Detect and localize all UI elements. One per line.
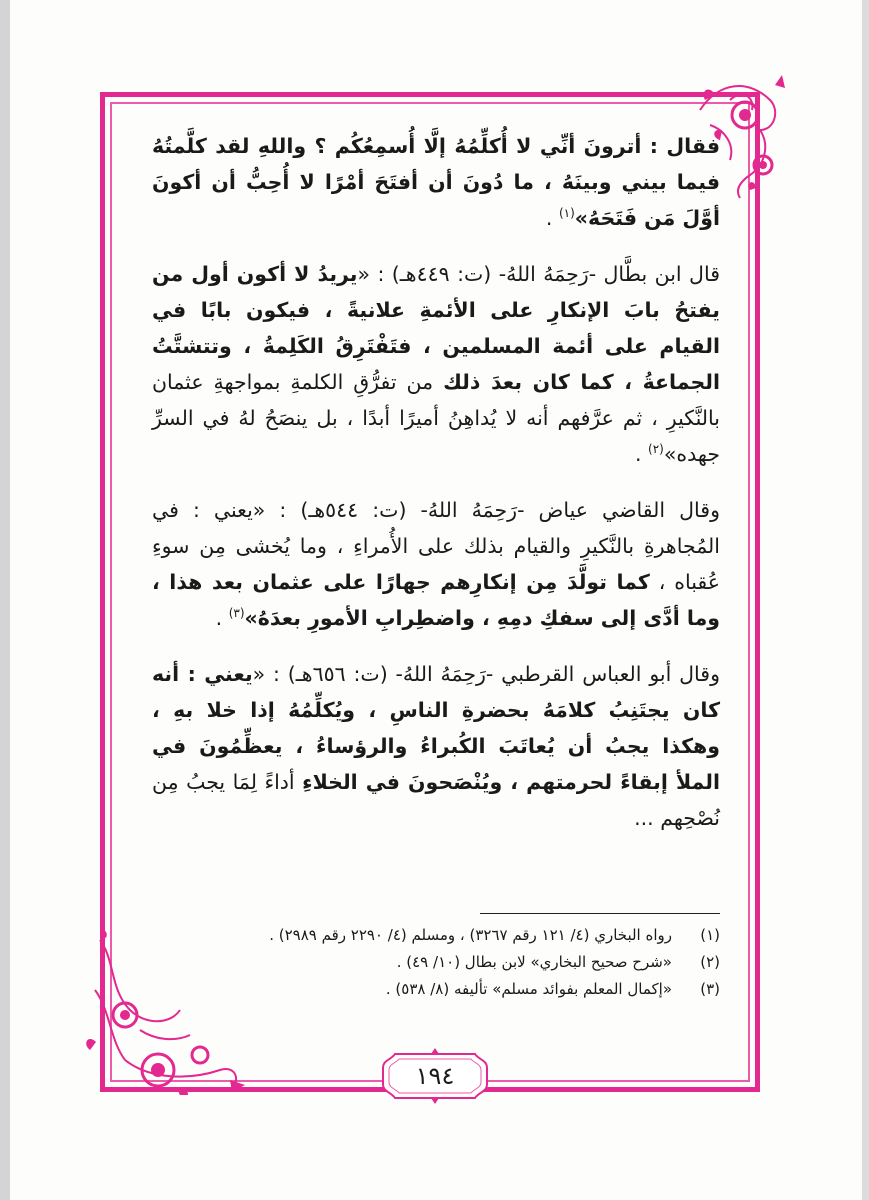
footnote-2 [200,949,720,976]
footnote-ref-2[interactable]: (٢) [648,442,664,457]
footnote-3-text: «إكمال المعلم بفوائد مسلم» تأليفه (٨/ ٥٣٨) . [385,980,672,998]
footnote-1-number: (١) [700,926,720,944]
main-text [152,128,720,836]
paragraph-4-segment-1: وقال أبو العباس القرطبي -رَحِمَهُ اللهُ- (ت: ٦٥٦هـ) : « [252,662,720,686]
paragraph-3-segment-2: كما تولَّدَ مِن إنكارِهم جهارًا على عثمان بعد هذا ، وما أدَّى إلى سفكِ دمِهِ ، واضطِرابِ الأمورِ بعدَهُ» [152,570,720,630]
footnote-2-number: (٢) [700,953,720,971]
footnote-2-text: «شرح صحيح البخاري» لابن بطال (١٠/ ٤٩) . [396,953,672,971]
paragraph-2 [152,256,720,472]
footnote-ref-3[interactable]: (٣) [228,606,245,621]
paragraph-3-segment-4: . [215,606,229,630]
page-number: ١٩٤ [415,1062,455,1090]
paragraph-1-segment-1: فقال : أترونَ أنِّي لا أُكلِّمُهُ إلَّا أُسمِعُكُم ؟ واللهِ لقد كلَّمتُهُ فيما بيني وبينَهُ ، ما دُونَ أن أفتَحَ أمْرًا لا أُحِبُّ أن أكونَ أوَّلَ مَن فَتَحَهُ» [152,134,720,230]
footnote-separator [480,913,720,914]
paragraph-4-segment-3: أداءً لِمَا يجبُ مِن نُصْحِهم ... [152,770,720,830]
footnote-1 [200,922,720,949]
paragraph-2-segment-1: قال ابن بطَّال -رَحِمَهُ اللهُ- (ت: ٤٤٩هـ) : « [357,262,721,286]
paragraph-2-segment-2: يريدُ لا أكون أول من يفتحُ بابَ الإنكارِ على الأئمةِ علانيةً ، فيكون بابًا في القيام على أئمة المسلمين ، فتَفْتَرِقُ الكَلِمةُ ، وتتشتَّتُ الجماعةُ ، كما كان بعدَ ذلك [152,262,720,394]
paragraph-2-segment-5: . [634,442,648,466]
paragraph-1 [152,128,720,236]
footnotes [200,922,720,1003]
paragraph-3 [152,492,720,636]
paragraph-4 [152,656,720,836]
scan-edge-left [0,0,10,1200]
footnote-3-number: (٣) [700,980,720,998]
paragraph-2-segment-3: من تفرُّقِ الكلمةِ بمواجهةِ عثمان بالنَّكيرِ ، ثم عرَّفهم أنه لا يُداهِنُ أميرًا أبدًا ، بل ينصَحُ لهُ في السرِّ جهده» [152,370,720,466]
footnote-ref-1[interactable]: (١) [558,206,575,221]
paragraph-1-segment-3: . [545,206,559,230]
footnote-3 [200,976,720,1003]
paragraph-4-segment-2: يعني : أنه كان يجتَنِبُ كلامَهُ بحضرةِ الناسِ ، ويُكلِّمُهُ إذا خلا بهِ ، وهكذا يجبُ أن يُعاتَبَ الكُبراءُ والرؤساءُ ، يعظِّمُونَ في الملأ إبقاءً لحرمتهم ، ويُنْصَحونَ في الخلاءِ [152,662,720,794]
paragraph-3-segment-1: وقال القاضي عياض -رَحِمَهُ اللهُ- (ت: ٥٤٤هـ) : «يعني : في المُجاهرةِ بالنَّكيرِ والقيام بذلك على الأُمراءِ ، وما يُخشى مِن سوءِ عُقباه ، [152,498,720,594]
scan-edge-right [862,0,869,1200]
footnote-1-text: رواه البخاري (٤/ ١٢١ رقم ٣٢٦٧) ، ومسلم (٤/ ٢٢٩٠ رقم ٢٩٨٩) . [269,926,672,944]
